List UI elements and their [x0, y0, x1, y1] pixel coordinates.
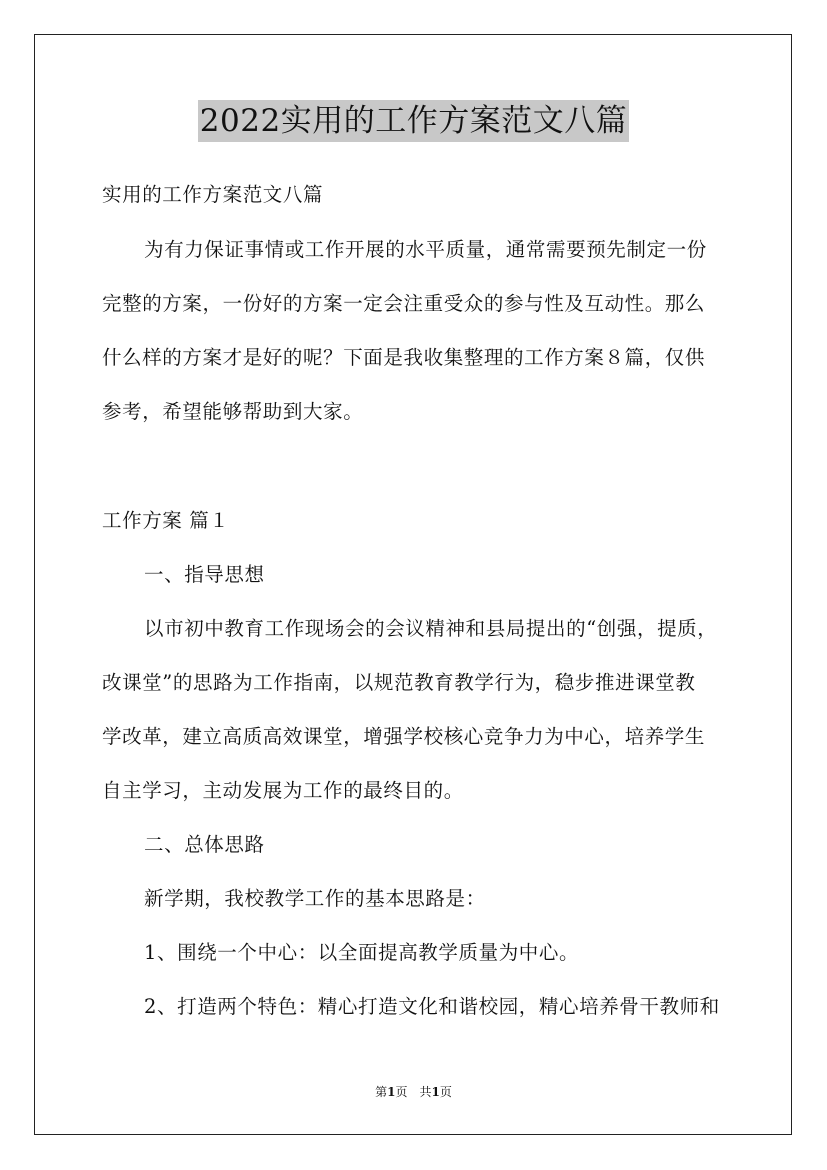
point-2: 2、打造两个特色：精心打造文化和谐校园，精心培养骨干教师和	[144, 995, 720, 1018]
guiding-line-1: 以市初中教育工作现场会的会议精神和县局提出的“创强，提质，	[144, 617, 718, 640]
overall-text: 新学期，我校教学工作的基本思路是：	[144, 887, 486, 910]
guiding-heading: 一、指导思想	[144, 563, 265, 586]
footer-page-mid: 页 共	[395, 1085, 432, 1099]
section-heading: 工作方案 篇１	[102, 509, 230, 532]
document-title-text: 2022实用的工作方案范文八篇	[198, 100, 629, 142]
guiding-line-3: 学改革，建立高质高效课堂，增强学校核心竞争力为中心，培养学生	[102, 725, 706, 748]
point-1: 1、围绕一个中心：以全面提高教学质量为中心。	[144, 941, 580, 964]
footer-page-prefix: 第	[375, 1085, 388, 1099]
intro-line-3: 什么样的方案才是好的呢？下面是我收集整理的工作方案８篇，仅供	[102, 346, 706, 369]
intro-line-2: 完整的方案，一份好的方案一定会注重受众的参与性及互动性。那么	[102, 292, 706, 315]
guiding-line-4: 自主学习，主动发展为工作的最终目的。	[102, 779, 464, 802]
footer-page-total: 1	[431, 1085, 440, 1099]
footer-page-current: 1	[387, 1085, 396, 1099]
document-subtitle: 实用的工作方案范文八篇	[102, 183, 324, 206]
guiding-line-2: 改课堂”的思路为工作指南，以规范教育教学行为，稳步推进课堂教	[102, 671, 696, 694]
intro-line-4: 参考，希望能够帮助到大家。	[102, 400, 364, 423]
page-footer	[0, 1084, 827, 1100]
document-title	[0, 100, 827, 142]
intro-line-1: 为有力保证事情或工作开展的水平质量，通常需要预先制定一份	[144, 238, 707, 261]
overall-heading: 二、总体思路	[144, 833, 265, 856]
footer-page-suffix: 页	[439, 1085, 452, 1099]
